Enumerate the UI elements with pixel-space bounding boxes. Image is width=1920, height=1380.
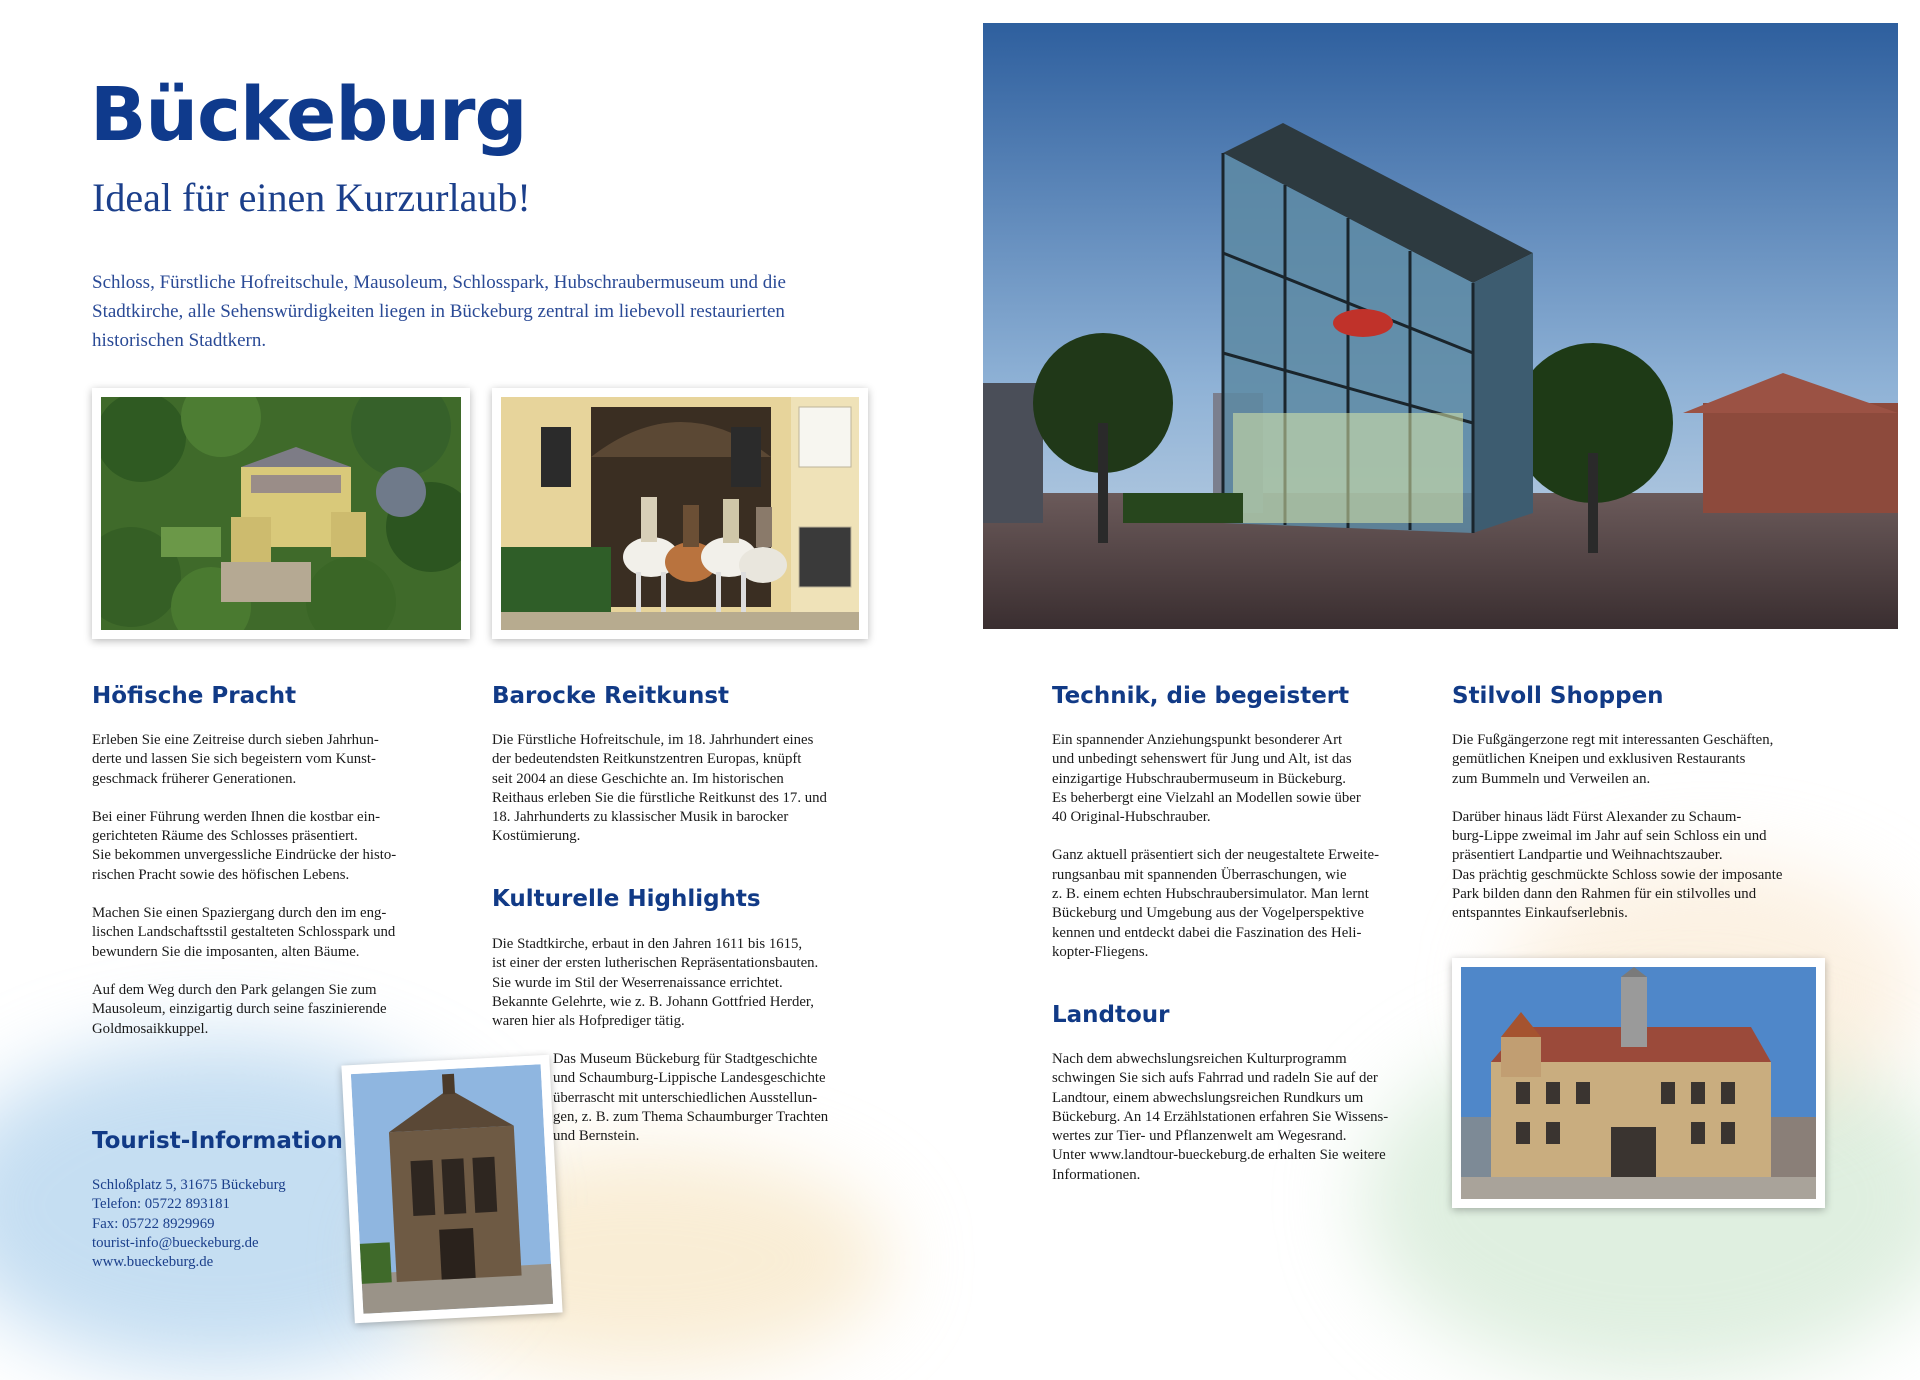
paragraph: Ganz aktuell präsentiert sich der neugestaltete Erweite- rungsanbau mit spannenden Überraschungen, wie z. B. einem echten Hubschraubersimulator. Man lernt Bückeburg und Umgebung aus der Vogelperspektive kennen und entdeckt dabei die Faszination des Heli- kopter-Fliegens. [1052,847,1380,960]
text-landtour [1052,1050,1432,1204]
contact-phone: Telefon: 05722 893181 [92,1196,230,1213]
text-barocke-reitkunst [492,731,872,866]
paragraph: Machen Sie einen Spaziergang durch den im eng- lischen Landschaftsstil gestalteten Schlosspark und bewundern Sie die imposanten, alten Bäume. [92,905,396,960]
heading-stilvoll-shoppen: Stilvoll Shoppen [1452,683,1664,709]
contact-website[interactable]: www.bueckeburg.de [92,1254,214,1271]
contact-fax: Fax: 05722 8929969 [92,1215,215,1232]
heading-landtour: Landtour [1052,1002,1170,1028]
text-kulturelle-highlights [492,935,877,1050]
contact-email[interactable]: tourist-info@bueckeburg.de [92,1234,259,1251]
text-technik [1052,731,1432,981]
page-title: Bückeburg [90,72,527,158]
text-stilvoll-shoppen [1452,731,1847,943]
heading-barocke-reitkunst: Barocke Reitkunst [492,683,730,709]
paragraph: Die Fußgängerzone regt mit interessanten Geschäften, gemütlichen Kneipen und exklusiven Restaurants zum Bummeln und Verweilen an. [1452,732,1774,787]
intro-text: Schloss, Fürstliche Hofreitschule, Mausoleum, Schlosspark, Hubschraubermuseum und die Stadtkirche, alle Sehenswürdigkeiten liegen in Bückeburg zentral im liebevoll restaurierten historischen Stadtkern. [92,272,786,351]
page-subtitle: Ideal für einen Kurzurlaub! [92,175,531,220]
heading-hoefische-pracht: Höfische Pracht [92,683,297,709]
paragraph: Die Stadtkirche, erbaut in den Jahren 1611 bis 1615, ist einer der ersten lutherischen Repräsentationsbauten. Sie wurde im Stil der Weserrenaissance errichtet. Bekannte Gelehrte, wie z. B. Johann Gottfried Herder, waren hier als Hofprediger tätig. [492,936,819,1030]
photo-baroque-riders [492,388,868,639]
text-museum-bueckeburg [553,1050,883,1165]
paragraph: Erleben Sie eine Zeitreise durch sieben Jahrhun- derte und lassen Sie sich begeistern vom Kunst- geschmack früherer Generationen. [92,732,379,787]
tourist-info-contact [92,1176,286,1272]
paragraph: Bei einer Führung werden Ihnen die kostbar ein- gerichteten Räume des Schlosses präsentiert. Sie bekommen unvergessliche Eindrücke der histo- rischen Pracht sowie des höfischen Lebens. [92,808,397,883]
photo-castle-aerial [92,388,470,639]
photo-stadtkirche [341,1055,562,1324]
paragraph: Darüber hinaus lädt Fürst Alexander zu Schaum- burg-Lippe zweimal im Jahr auf sein Schloss ein und präsentiert Landpartie und Weihnachtszauber. Das prächtig geschmückte Schloss sowie der imposante Park bilden dann den Rahmen für ein stilvolles und entspanntes Einkaufserlebnis. [1452,808,1783,922]
heading-technik: Technik, die begeistert [1052,683,1350,709]
photo-helicopter-museum [983,23,1898,629]
paragraph: Die Fürstliche Hofreitschule, im 18. Jahrhundert eines der bedeutendsten Reitkunstzentren Europas, knüpft seit 2004 an diese Geschichte an. Im historischen Reithaus erleben Sie die fürstliche Reitkunst des 17. und 18. Jahrhunderts zu klassischer Musik in barocker Kostümierung. [492,732,827,845]
contact-address: Schloßplatz 5, 31675 Bückeburg [92,1177,286,1193]
paragraph: Auf dem Weg durch den Park gelangen Sie zum Mausoleum, einzigartig durch seine faszinierende Goldmosaikkuppel. [92,981,387,1037]
paragraph: Das Museum Bückeburg für Stadtgeschichte und Schaumburg-Lippische Landesgeschichte überrascht mit unterschiedlichen Ausstellun- gen, z. B. zum Thema Schaumburger Trachten und Bernstein. [553,1051,829,1145]
heading-kulturelle-highlights: Kulturelle Highlights [492,886,761,912]
paragraph: Ein spannender Anziehungspunkt besonderer Art und unbedingt sehenswert für Jung und Alt, ist das einzigartige Hubschraubermuseum in Bückeburg. Es beherbergt eine Vielzahl an Modellen sowie über 40 Original-Hubschrauber. [1052,732,1361,826]
heading-tourist-information: Tourist-Information [92,1128,343,1154]
paragraph: Nach dem abwechslungsreichen Kulturprogramm schwingen Sie sich aufs Fahrrad und radeln Sie auf der Landtour, einem abwechslungsreichen Rundkurs um Bückeburg. An 14 Erzählstationen erfahren Sie Wissens- wertes zur Tier- und Pflanzenwelt am Wegesrand. Unter www.landtour-bueckeburg.de erhalten Sie weitere Informationen. [1052,1051,1389,1183]
photo-town-hall [1452,958,1825,1208]
text-hoefische-pracht [92,731,462,1058]
